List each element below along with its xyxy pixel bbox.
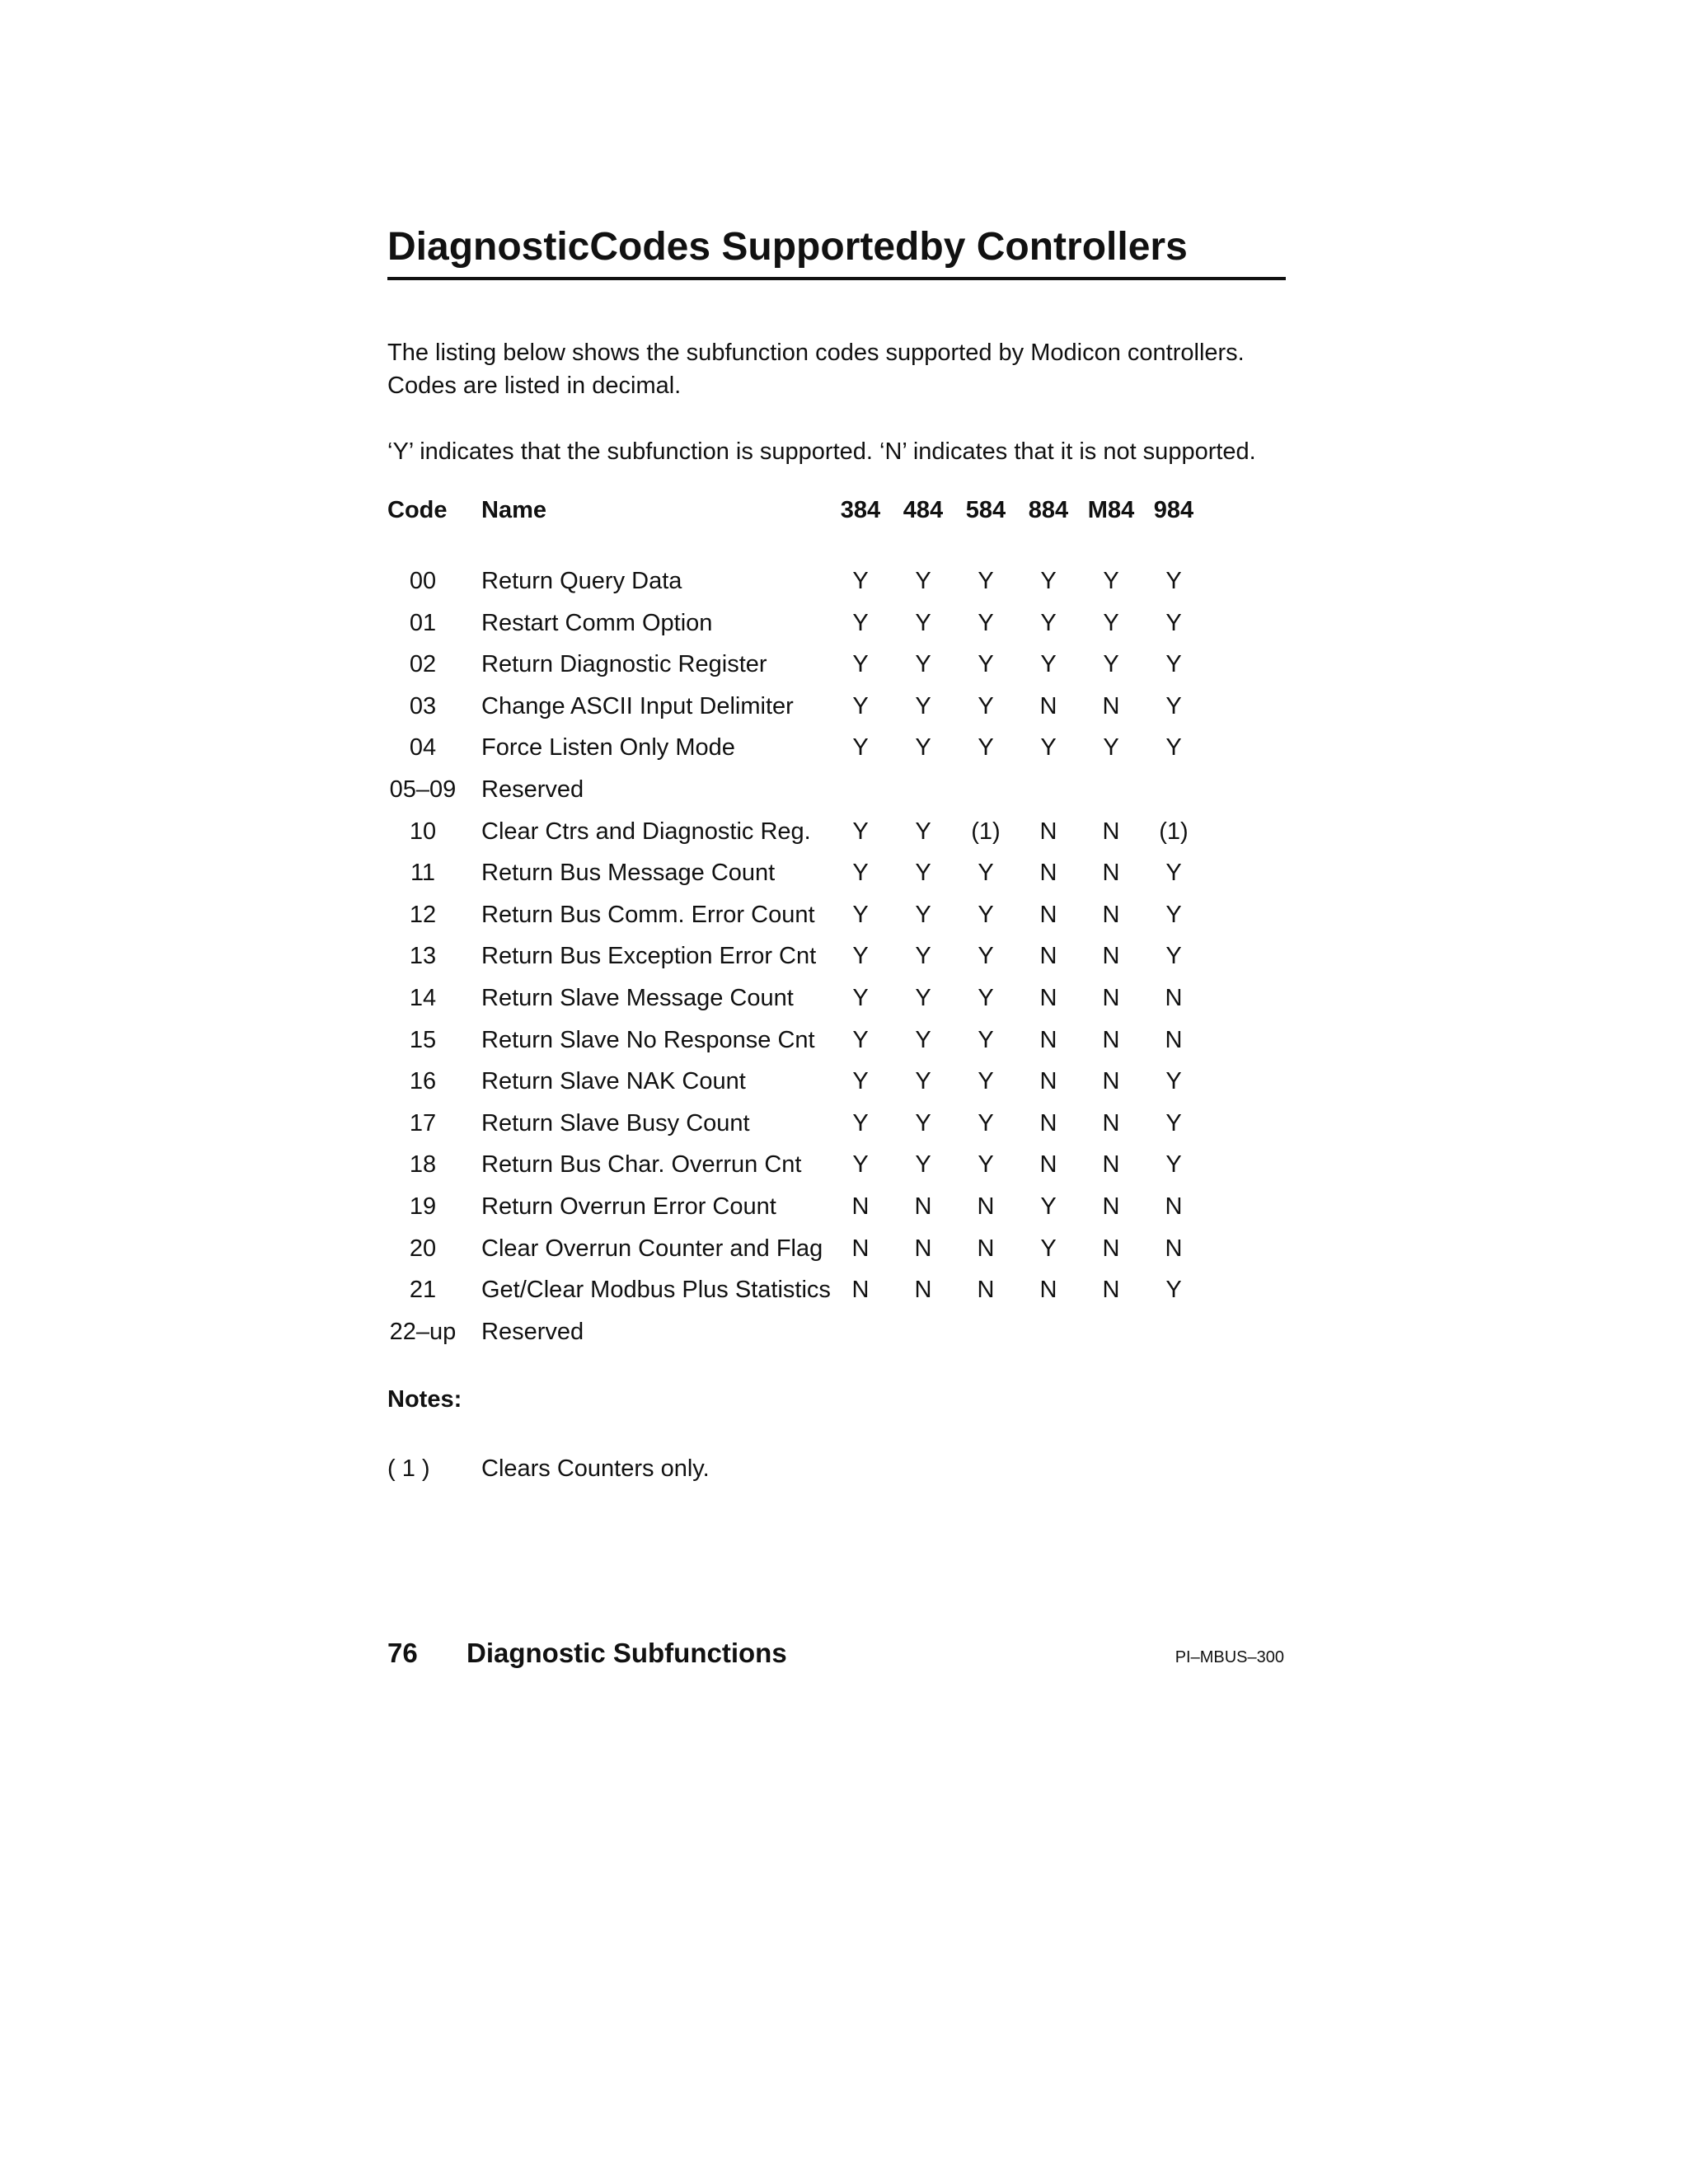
cell-name: Force Listen Only Mode [481, 734, 735, 761]
cell-name: Clear Ctrs and Diagnostic Reg. [481, 818, 811, 845]
cell-support: Y [978, 1068, 994, 1094]
cell-support: Y [1040, 610, 1057, 636]
cell-support: Y [978, 1110, 994, 1137]
cell-support: N [1039, 860, 1057, 886]
cell-code: 22–up [389, 1319, 457, 1345]
cell-support: N [1039, 1277, 1057, 1303]
cell-name: Change ASCII Input Delimiter [481, 693, 794, 719]
cell-support: Y [852, 818, 869, 845]
cell-support: N [1039, 943, 1057, 969]
cell-support: N [977, 1277, 995, 1303]
cell-support: Y [915, 610, 931, 636]
table-row [0, 1269, 1688, 1310]
cell-support: Y [978, 902, 994, 928]
footer-page-number: 76 [387, 1638, 418, 1668]
cell-support: Y [1040, 568, 1057, 594]
cell-support: Y [978, 610, 994, 636]
cell-support: Y [1165, 1151, 1182, 1178]
cell-support: N [1102, 818, 1120, 845]
cell-name: Return Bus Char. Overrun Cnt [481, 1151, 802, 1178]
cell-name: Restart Comm Option [481, 610, 713, 636]
cell-support: N [1039, 693, 1057, 719]
legend-paragraph: ‘Y’ indicates that the subfunction is supported. ‘N’ indicates that it is not supported. [387, 438, 1256, 465]
cell-name: Return Slave NAK Count [481, 1068, 746, 1094]
page-title: DiagnosticCodes Supportedby Controllers [387, 223, 1286, 280]
cell-code: 21 [409, 1277, 437, 1303]
intro-paragraph: The listing below shows the subfunction codes supported by Modicon controllers. Codes are listed in decimal. [387, 340, 1245, 399]
cell-support: Y [915, 693, 931, 719]
cell-name: Clear Overrun Counter and Flag [481, 1235, 823, 1262]
cell-support: Y [978, 568, 994, 594]
cell-support: (1) [971, 818, 1001, 845]
cell-support: N [1165, 1193, 1183, 1220]
cell-name: Return Slave Message Count [481, 985, 794, 1011]
cell-support: N [1039, 1068, 1057, 1094]
cell-code: 04 [409, 734, 437, 761]
table-row [0, 644, 1688, 685]
cell-support: Y [852, 734, 869, 761]
cell-support: N [1039, 1027, 1057, 1053]
cell-support: Y [852, 1068, 869, 1094]
cell-code: 05–09 [389, 776, 457, 803]
cell-support: Y [915, 734, 931, 761]
cell-code: 00 [409, 568, 437, 594]
cell-support: Y [915, 902, 931, 928]
cell-code: 01 [409, 610, 437, 636]
cell-code: 18 [409, 1151, 437, 1178]
cell-support: Y [915, 1068, 931, 1094]
header-model: 484 [903, 497, 944, 523]
cell-code: 16 [409, 1068, 437, 1094]
cell-code: 03 [409, 693, 437, 719]
cell-support: Y [915, 1027, 931, 1053]
cell-support: N [1039, 818, 1057, 845]
cell-support: N [1102, 860, 1120, 886]
cell-code: 13 [409, 943, 437, 969]
cell-support: Y [915, 568, 931, 594]
cell-support: Y [978, 693, 994, 719]
note-mark: ( 1 ) [387, 1455, 430, 1482]
cell-name: Return Diagnostic Register [481, 651, 767, 677]
table-row [0, 1103, 1688, 1144]
table-header [0, 490, 1688, 531]
cell-code: 17 [409, 1110, 437, 1137]
cell-support: Y [1040, 1235, 1057, 1262]
cell-support: Y [852, 693, 869, 719]
cell-support: N [1165, 1235, 1183, 1262]
header-model: 884 [1028, 497, 1069, 523]
table-row [0, 852, 1688, 893]
cell-support: Y [852, 902, 869, 928]
cell-support: Y [915, 860, 931, 886]
header-model: 584 [965, 497, 1006, 523]
cell-support: Y [852, 568, 869, 594]
cell-support: N [1102, 1151, 1120, 1178]
cell-support: Y [1165, 693, 1182, 719]
cell-support: Y [1165, 734, 1182, 761]
cell-code: 10 [409, 818, 437, 845]
table-row [0, 935, 1688, 977]
cell-support: Y [852, 610, 869, 636]
table-row [0, 1311, 1688, 1352]
cell-support: N [977, 1193, 995, 1220]
cell-name: Return Bus Message Count [481, 860, 776, 886]
cell-name: Return Bus Exception Error Cnt [481, 943, 817, 969]
cell-support: Y [1040, 1193, 1057, 1220]
cell-support: N [1102, 985, 1120, 1011]
cell-support: Y [1165, 860, 1182, 886]
table-row [0, 1019, 1688, 1061]
cell-support: N [1039, 1110, 1057, 1137]
table-row [0, 1228, 1688, 1269]
header-model: 384 [840, 497, 881, 523]
cell-support: N [1102, 1277, 1120, 1303]
cell-support: N [1165, 1027, 1183, 1053]
footer-doc-id: PI–MBUS–300 [1175, 1648, 1284, 1666]
header-model: M84 [1087, 497, 1135, 523]
cell-support: Y [852, 1151, 869, 1178]
cell-name: Reserved [481, 776, 584, 803]
cell-support: Y [978, 651, 994, 677]
cell-support: N [914, 1193, 932, 1220]
cell-name: Reserved [481, 1319, 584, 1345]
cell-support: Y [852, 1027, 869, 1053]
cell-support: Y [1165, 902, 1182, 928]
cell-name: Return Query Data [481, 568, 682, 594]
cell-code: 19 [409, 1193, 437, 1220]
cell-support: N [1102, 1027, 1120, 1053]
cell-support: Y [915, 1110, 931, 1137]
cell-support: N [1102, 1068, 1120, 1094]
cell-support: Y [852, 1110, 869, 1137]
cell-name: Return Slave No Response Cnt [481, 1027, 815, 1053]
cell-code: 14 [409, 985, 437, 1011]
cell-support: Y [1165, 1068, 1182, 1094]
cell-support: Y [1165, 1110, 1182, 1137]
cell-support: Y [915, 651, 931, 677]
cell-support: N [1102, 943, 1120, 969]
cell-support: Y [1103, 568, 1119, 594]
cell-support: N [1165, 985, 1183, 1011]
cell-support: Y [1165, 610, 1182, 636]
cell-code: 15 [409, 1027, 437, 1053]
cell-code: 02 [409, 651, 437, 677]
cell-support: Y [1103, 610, 1119, 636]
cell-support: Y [1040, 734, 1057, 761]
cell-support: Y [1165, 943, 1182, 969]
table-row [0, 977, 1688, 1019]
cell-support: Y [915, 985, 931, 1011]
cell-support: N [1102, 693, 1120, 719]
cell-support: Y [1165, 568, 1182, 594]
cell-support: (1) [1159, 818, 1189, 845]
table-row [0, 1061, 1688, 1102]
notes-title: Notes: [387, 1386, 462, 1413]
header-model: 984 [1153, 497, 1194, 523]
cell-support: N [914, 1235, 932, 1262]
table-row [0, 1186, 1688, 1227]
cell-support: N [1102, 1193, 1120, 1220]
header-name: Name [481, 497, 546, 523]
table-row [0, 769, 1688, 810]
table-row [0, 727, 1688, 768]
cell-support: Y [915, 818, 931, 845]
cell-support: Y [852, 985, 869, 1011]
cell-support: N [851, 1277, 870, 1303]
cell-support: N [914, 1277, 932, 1303]
cell-name: Return Overrun Error Count [481, 1193, 776, 1220]
table-row [0, 602, 1688, 644]
cell-support: N [1102, 1110, 1120, 1137]
footer-section-title: Diagnostic Subfunctions [467, 1638, 787, 1668]
cell-support: Y [852, 943, 869, 969]
cell-support: Y [1165, 1277, 1182, 1303]
cell-support: N [1102, 1235, 1120, 1262]
table-row [0, 811, 1688, 852]
cell-code: 11 [410, 860, 436, 886]
cell-support: N [1039, 902, 1057, 928]
table-row [0, 894, 1688, 935]
cell-support: N [1102, 902, 1120, 928]
cell-support: Y [852, 860, 869, 886]
cell-support: Y [978, 985, 994, 1011]
cell-support: Y [978, 1151, 994, 1178]
cell-name: Return Bus Comm. Error Count [481, 902, 815, 928]
cell-support: Y [1040, 651, 1057, 677]
cell-support: Y [1103, 734, 1119, 761]
table-row [0, 1144, 1688, 1185]
cell-support: N [977, 1235, 995, 1262]
cell-support: Y [852, 651, 869, 677]
cell-support: N [851, 1235, 870, 1262]
note-text: Clears Counters only. [481, 1455, 710, 1482]
table-row [0, 686, 1688, 727]
cell-support: N [1039, 1151, 1057, 1178]
cell-code: 12 [409, 902, 437, 928]
table-row [0, 560, 1688, 602]
cell-support: Y [915, 1151, 931, 1178]
cell-support: Y [1165, 651, 1182, 677]
cell-code: 20 [409, 1235, 437, 1262]
cell-support: Y [978, 860, 994, 886]
cell-support: N [851, 1193, 870, 1220]
cell-support: Y [978, 734, 994, 761]
cell-support: Y [978, 943, 994, 969]
cell-name: Get/Clear Modbus Plus Statistics [481, 1277, 831, 1303]
cell-support: Y [978, 1027, 994, 1053]
cell-support: N [1039, 985, 1057, 1011]
cell-support: Y [1103, 651, 1119, 677]
cell-name: Return Slave Busy Count [481, 1110, 750, 1137]
cell-support: Y [915, 943, 931, 969]
header-code: Code [387, 497, 448, 523]
